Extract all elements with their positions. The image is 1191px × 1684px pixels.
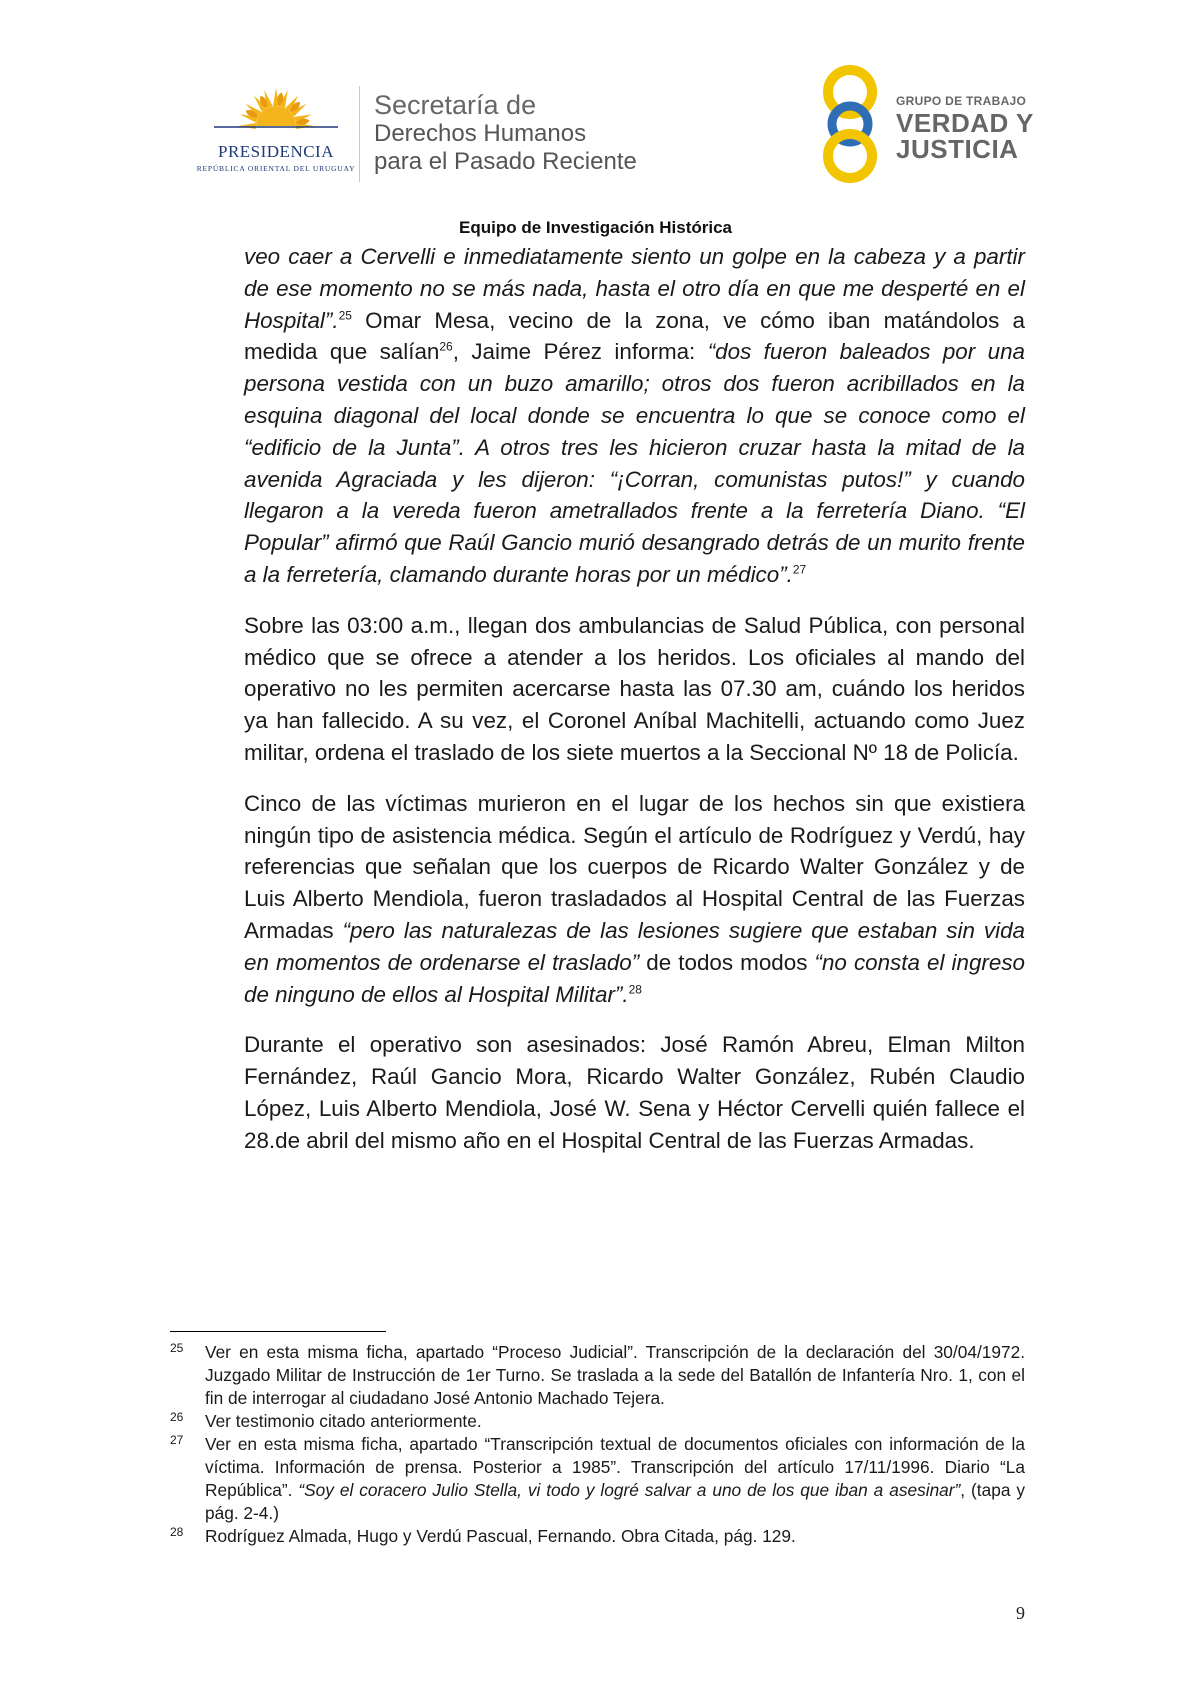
secretaria-line-2: Derechos Humanos	[374, 120, 587, 147]
secretaria-line-3: para el Pasado Reciente	[374, 148, 637, 175]
footnote-number: 28	[170, 1525, 184, 1539]
footnote-number: 27	[170, 1433, 184, 1447]
footnote-27	[170, 1433, 1025, 1525]
footnote-quote: “Soy el coracero Julio Stella, vi todo y logré salvar a uno de los que iban a asesinar”	[298, 1480, 961, 1500]
presidencia-wordmark: PRESIDENCIA	[217, 142, 334, 161]
text: Cinco de las víctimas murieron en el lugar de los hechos sin que existiera ningún tipo de asistencia médica. Según el artículo de Rodríguez y Verdú, hay referencias que señalan que los cuerpos de Ricardo Walter González y de Luis Alberto Mendiola, fueron trasladados al Hospital Central de las Fuerzas Armadas	[244, 790, 1025, 943]
footnote-number: 25	[170, 1341, 184, 1355]
page-number: 9	[1016, 1603, 1025, 1623]
footnote-28	[170, 1525, 1025, 1548]
presidencia-subtitle: REPÚBLICA ORIENTAL DEL URUGUAY	[196, 164, 356, 173]
footnote-text: , (tapa y pág. 2-4.)	[205, 1480, 1026, 1523]
footnote-rule	[170, 1331, 386, 1332]
rings-icon	[812, 64, 892, 184]
body-text	[244, 241, 1025, 1176]
footnote-number: 26	[170, 1410, 184, 1424]
vyj-title	[896, 110, 1034, 162]
vyj-subtitle: GRUPO DE TRABAJO	[896, 94, 1027, 108]
verdad-justicia-logo	[812, 64, 1062, 184]
presidencia-logo	[196, 86, 356, 186]
vyj-title-line-1: VERDAD Y	[896, 108, 1034, 138]
footnotes	[170, 1341, 1025, 1548]
header-divider	[359, 86, 360, 182]
quote: “no consta el ingreso de ninguno de ellos al Hospital Militar”.	[244, 949, 1025, 1007]
footnote-ref: 28	[628, 982, 642, 997]
quote: “dos fueron baleados por una persona vestida con un buzo amarillo; otros dos fueron acribillados en la esquina diagonal del local donde se encuentra lo que se conoce como el “edificio de la Junta”. A otros tres les hicieron cruzar hasta la mitad de la avenida Agraciada y les dijeron: “¡Corran, comunistas putos!” y cuando llegaron a la vereda fueron ametrallados frente a la ferretería Diano. “El Popular” afirmó que Raúl Gancio murió desangrado detrás de un murito frente a la ferretería, clamando durante horas por un médico”.	[244, 339, 1025, 587]
footnote-text: Ver testimonio citado anteriormente.	[205, 1411, 482, 1431]
paragraph-4: Durante el operativo son asesinados: José Ramón Abreu, Elman Milton Fernández, Raúl Gancio Mora, Ricardo Walter González, Rubén Claudio López, Luis Alberto Mendiola, José W. Sena y Héctor Cervelli quién fallece el 28.de abril del mismo año en el Hospital Central de las Fuerzas Armadas.	[244, 1032, 1025, 1153]
text: Omar Mesa, vecino de la zona, ve cómo iban matándolos a medida que salían	[244, 307, 1025, 365]
sun-icon	[196, 86, 356, 146]
paragraph-3	[244, 788, 1025, 1011]
quote: “pero las naturalezas de las lesiones sugiere que estaban sin vida en momentos de ordenarse el traslado”	[244, 917, 1025, 975]
paragraph-2: Sobre las 03:00 a.m., llegan dos ambulancias de Salud Pública, con personal médico que se ofrece a atender a los heridos. Los oficiales al mando del operativo no les permiten acercarse hasta las 07.30 am, cuándo los heridos ya han fallecido. A su vez, el Coronel Aníbal Machitelli, actuando como Juez militar, ordena el traslado de los siete muertos a la Seccional Nº 18 de Policía.	[244, 612, 1025, 765]
secretaria-title	[374, 90, 734, 176]
footnote-text: Ver en esta misma ficha, apartado “Transcripción textual de documentos oficiales con información de la víctima. Información de prensa. Posterior a 1985”. Transcripción del artículo 17/11/1996. Diario “La República”.	[205, 1434, 1025, 1500]
text: de todos modos	[639, 949, 815, 975]
footnote-25	[170, 1341, 1025, 1410]
footnote-26	[170, 1410, 1025, 1433]
footnote-ref: 27	[792, 562, 807, 577]
vyj-title-line-2: JUSTICIA	[896, 134, 1019, 164]
footnote-ref: 26	[439, 339, 453, 354]
footnote-text: Rodríguez Almada, Hugo y Verdú Pascual, Fernando. Obra Citada, pág. 129.	[205, 1526, 796, 1546]
secretaria-line-1: Secretaría de	[374, 90, 537, 120]
paragraph-1	[244, 241, 1025, 591]
text: , Jaime Pérez informa:	[452, 339, 708, 365]
footnote-ref: 25	[338, 308, 352, 323]
footnote-text: Ver en esta misma ficha, apartado “Proceso Judicial”. Transcripción de la declaración del 30/04/1972. Juzgado Militar de Instrucción de 1er Turno. Se traslada a la sede del Batallón de Infantería Nro. 1, con el fin de interrogar al ciudadano José Antonio Machado Tejera.	[205, 1342, 1025, 1408]
quote: veo caer a Cervelli e inmediatamente siento un golpe en la cabeza y a partir de ese momento no se más nada, hasta el otro día en que me desperté en el Hospital”.	[244, 244, 1025, 333]
team-heading: Equipo de Investigación Histórica	[459, 218, 732, 237]
